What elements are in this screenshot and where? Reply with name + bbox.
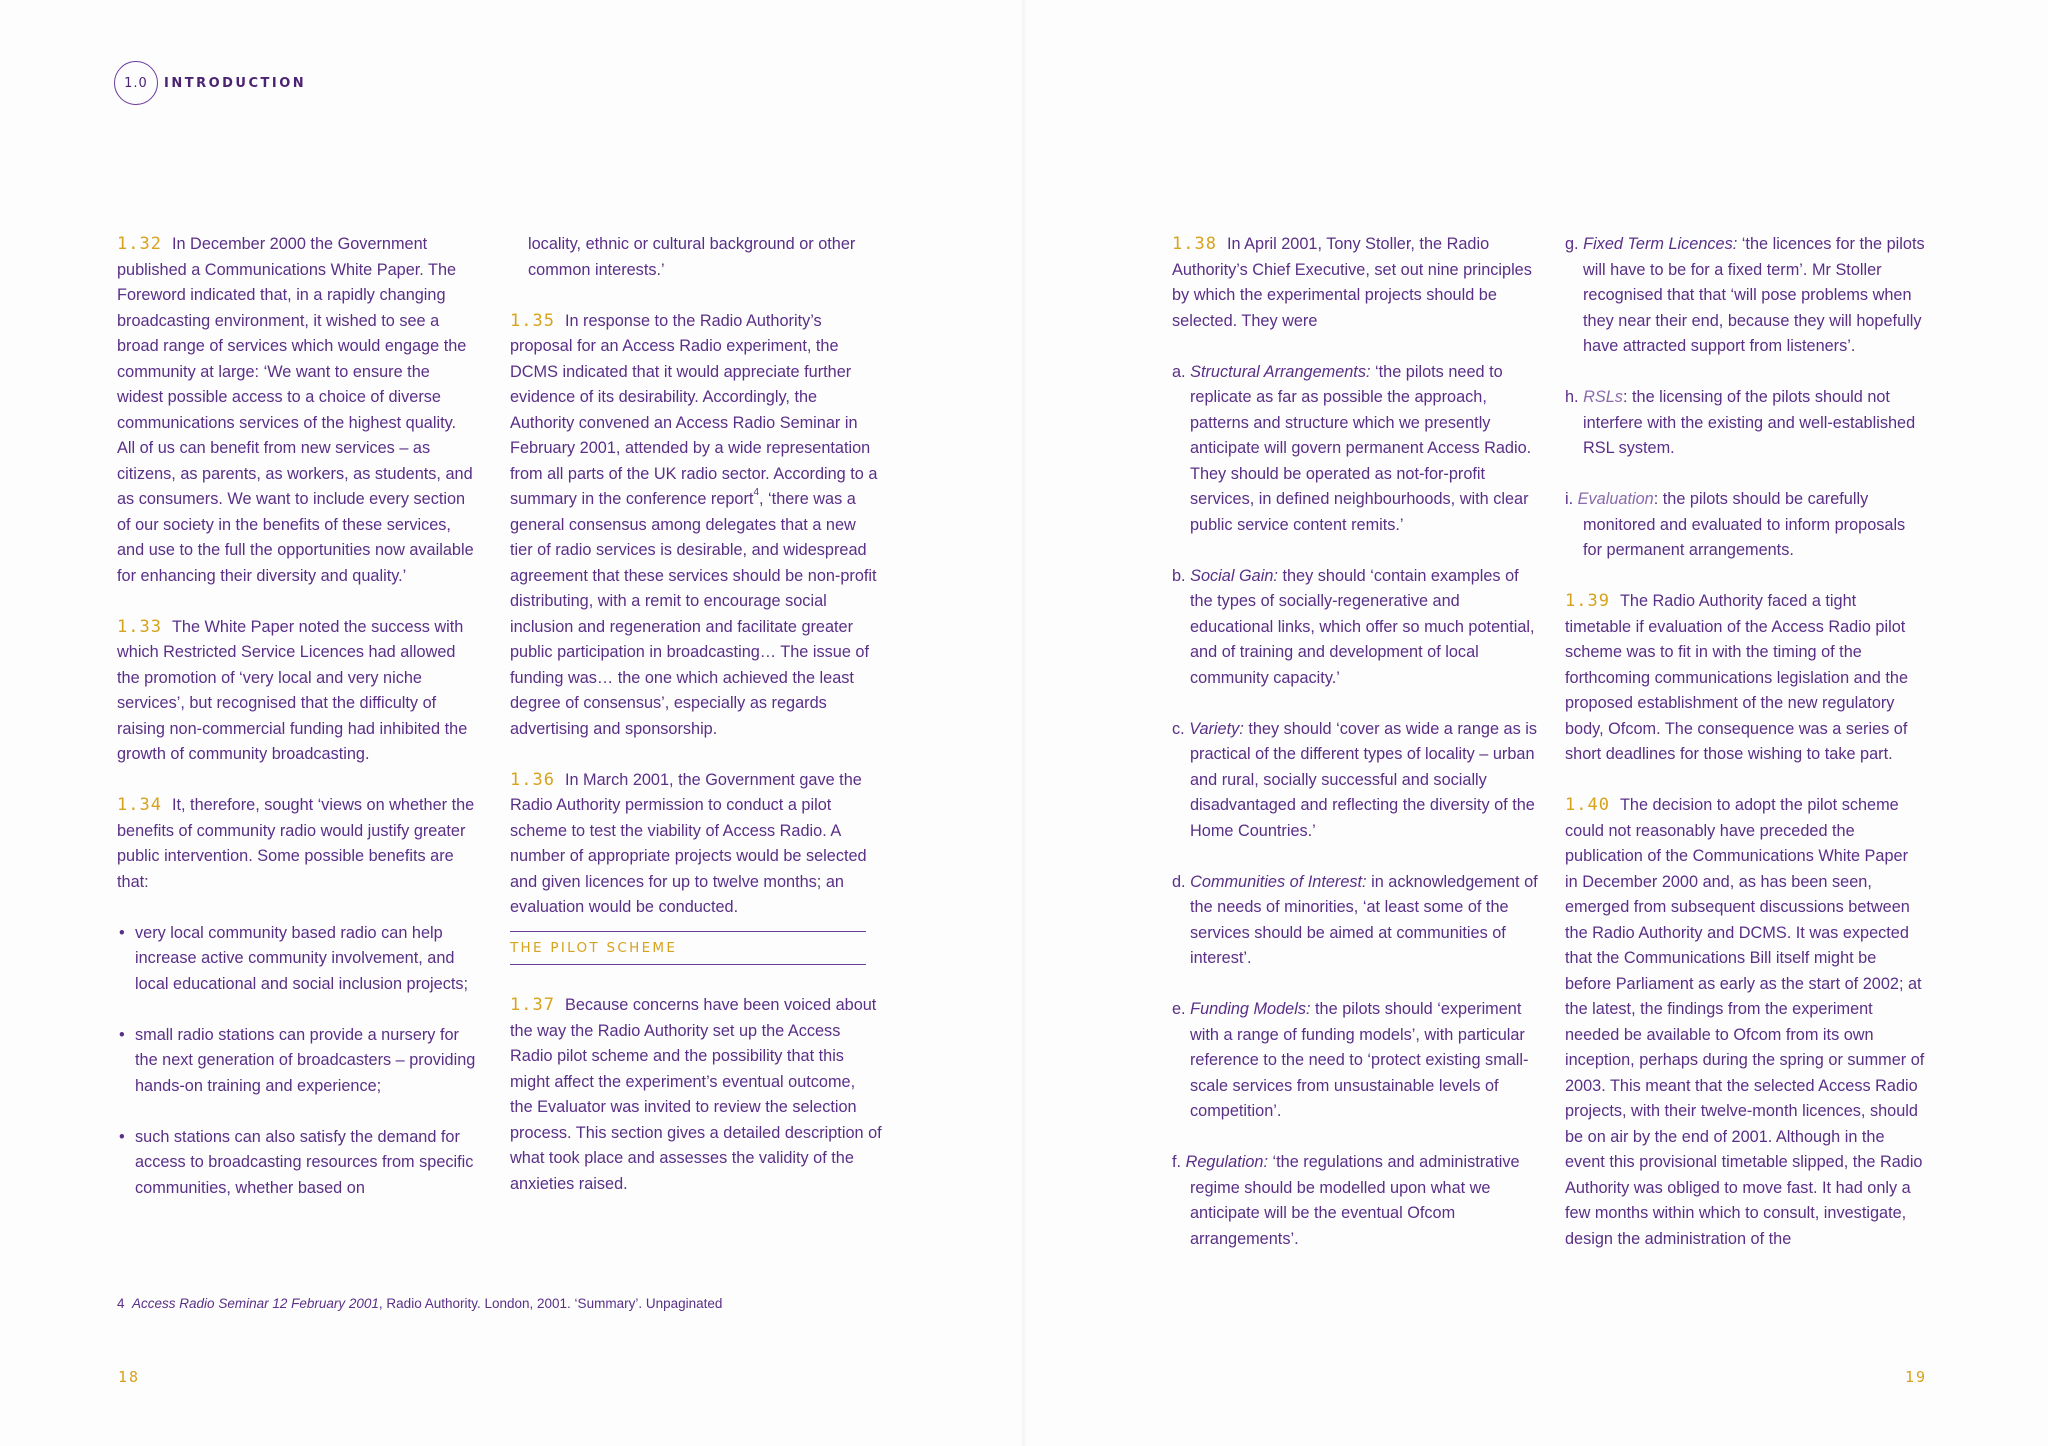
footnote — [117, 1296, 722, 1311]
paragraph-number: 1.38 — [1172, 234, 1217, 254]
section-header — [114, 60, 306, 106]
paragraph-text: It, therefore, sought ‘views on whether the benefits of community radio would justify greater public intervention. Some possible benefits are that: — [117, 796, 475, 891]
paragraph-text: In response to the Radio Authority’s proposal for an Access Radio experiment, the DCMS indicated that it would appreciate further evidence of its desirability. Accordingly, the Authority convened an Access Radio Seminar in February 2001, attended by a wide representation from all parts of the UK radio sector. According to a summary in the conference report — [510, 311, 878, 508]
list-label: a. — [1172, 362, 1186, 381]
footnote-reference: 4 — [753, 487, 759, 498]
principle-b — [1172, 564, 1542, 692]
spread-gutter — [1022, 0, 1026, 1446]
paragraph-1-40 — [1565, 793, 1925, 1252]
principle-title: Regulation: — [1185, 1153, 1268, 1171]
principle-title: Social Gain: — [1190, 566, 1278, 585]
page-number-left: 18 — [118, 1368, 141, 1386]
left-page-column-1 — [117, 232, 477, 1227]
paragraph-1-38 — [1172, 232, 1542, 334]
principle-e — [1172, 997, 1542, 1125]
bullet-continuation: locality, ethnic or cultural background or other common interests.’ — [528, 235, 856, 279]
principle-d — [1172, 870, 1542, 972]
footnote-title: Access Radio Seminar 12 February 2001 — [132, 1296, 379, 1311]
paragraph-number: 1.39 — [1565, 591, 1610, 611]
paragraph-text: In March 2001, the Government gave the Radio Authority permission to conduct a pilot scheme to test the viability of Access Radio. A number of appropriate projects would be selected and given licences for up to twelve months; an evaluation would be conducted. — [510, 770, 867, 916]
principle-text: : the licensing of the pilots should not interfere with the existing and well-established RSL system. — [1583, 388, 1916, 457]
list-label: e. — [1172, 1000, 1186, 1018]
paragraph-text: Because concerns have been voiced about the way the Radio Authority set up the Access Radio pilot scheme and the possibility that this might affect the experiment’s eventual outcome, the Evaluator was invited to review the selection process. This section gives a detailed description of what took place and assesses the validity of the anxieties raised. — [510, 996, 882, 1193]
paragraph-number: 1.34 — [117, 795, 162, 815]
bullet-item: • small radio stations can provide a nursery for the next generation of broadcasters – providing hands-on training and experience; — [117, 1023, 477, 1100]
paragraph-1-33 — [117, 615, 477, 768]
bullet-item: • such stations can also satisfy the demand for access to broadcasting resources from specific communities, whether based on — [117, 1125, 477, 1202]
principle-f — [1172, 1150, 1542, 1252]
paragraph-1-39 — [1565, 589, 1925, 768]
principle-c — [1172, 717, 1542, 845]
paragraph-number: 1.37 — [510, 995, 555, 1015]
paragraph-number: 1.36 — [510, 769, 555, 790]
principle-text: in acknowledgement of the needs of minorities, ‘at least some of the services should be aimed at communities of interest’. — [1190, 872, 1538, 967]
principle-title: Communities of Interest: — [1190, 872, 1367, 891]
paragraph-number: 1.33 — [117, 616, 162, 637]
list-label: c. — [1172, 719, 1185, 738]
section-number-badge — [114, 61, 158, 105]
footnote-number: 4 — [117, 1296, 125, 1311]
paragraph-number: 1.40 — [1565, 795, 1610, 815]
principle-text: they should ‘contain examples of the types of socially-regenerative and educational links, which offer so much potential, and of training and development of local community capacity.’ — [1190, 566, 1535, 687]
principle-text: ‘the pilots need to replicate as far as possible the approach, patterns and structure which we presently anticipate will govern permanent Access Radio. They should be operated as not-for-profit services, in defined neighbourhoods, with clear public service content remits.’ — [1190, 362, 1532, 534]
principle-h — [1565, 385, 1925, 462]
list-label: g. — [1565, 235, 1579, 253]
paragraph-text: The decision to adopt the pilot scheme could not reasonably have preceded the publication of the Communications White Paper in December 2000 and, as has been seen, emerged from subsequent discussions between the Radio Authority and DCMS. It was expected that the Communications Bill itself might be before Parliament as early as the start of 2002; at the latest, the findings from the experiment needed be available to Ofcom from its own inception, perhaps during the spring or summer of 2003. This meant that the selected Access Radio projects, with their twelve-month licences, should be on air by the end of 2001. Although in the event this provisional timetable slipped, the Radio Authority was obliged to move fast. It had only a few months within which to consult, investigate, design the administration of the — [1565, 796, 1925, 1248]
paragraph-1-37 — [510, 993, 882, 1197]
principle-title: Fixed Term Licences: — [1583, 235, 1738, 253]
paragraph-text: The Radio Authority faced a tight timetable if evaluation of the Access Radio pilot scheme was to fit in with the timing of the forthcoming communications legislation and the proposed establishment of the new regulatory body, Ofcom. The consequence was a series of short deadlines for those wishing to take part. — [1565, 592, 1908, 763]
principle-text: : the pilots should be carefully monitored and evaluated to inform proposals for permanent arrangements. — [1583, 490, 1906, 559]
paragraph-1-32 — [117, 232, 477, 589]
list-label: b. — [1172, 566, 1186, 585]
right-page-column-4 — [1565, 232, 1925, 1278]
list-label: h. — [1565, 388, 1579, 406]
principle-text: the pilots should ‘experiment with a range of funding models’, with particular reference to the need to ‘protect existing small-scale services from unsustainable levels of competition’. — [1190, 1000, 1529, 1120]
list-label: f. — [1172, 1153, 1182, 1171]
right-page-column-3 — [1172, 232, 1542, 1278]
principle-title: RSLs — [1583, 388, 1623, 406]
subheading-pilot-scheme: THE PILOT SCHEME — [510, 931, 866, 966]
principle-title: Funding Models: — [1190, 1000, 1311, 1018]
list-label: d. — [1172, 872, 1186, 891]
principle-text: they should ‘cover as wide a range as is practical of the different types of locality – urban and rural, socially successful and socially disadvantaged and reflecting the diversity of the Home Countries.’ — [1190, 719, 1538, 840]
principle-i — [1565, 487, 1925, 564]
principle-text: ‘the regulations and administrative regime should be modelled upon what we anticipate will be the eventual Ofcom arrangements’. — [1190, 1153, 1520, 1248]
paragraph-1-36 — [510, 768, 882, 921]
section-number: 1.0 — [124, 75, 148, 91]
principle-title: Variety: — [1189, 719, 1244, 738]
paragraph-text: In April 2001, Tony Stoller, the Radio Authority’s Chief Executive, set out nine principles by which the experimental projects should be selected. They were — [1172, 235, 1532, 330]
paragraph-text: The White Paper noted the success with which Restricted Service Licences had allowed the promotion of ‘very local and very niche services’, but recognised that the difficulty of raising non-commercial funding had inhibited the growth of community broadcasting. — [117, 617, 468, 763]
paragraph-text-continued: , ‘there was a general consensus among delegates that a new tier of radio services is desirable, and widespread agreement that these services should be non-profit distributing, with a remit to encourage social inclusion and regeneration and facilitate greater public participation in broadcasting… The issue of funding was… the one which achieved the least degree of consensus’, especially as regards advertising and sponsorship. — [510, 490, 877, 738]
principle-g — [1565, 232, 1925, 360]
paragraph-1-35 — [510, 309, 882, 743]
principle-title: Structural Arrangements: — [1190, 362, 1371, 381]
paragraph-1-34 — [117, 793, 477, 895]
bullet-item: • very local community based radio can help increase active community involvement, and local educational and social inclusion projects; — [117, 921, 477, 998]
page-number-right: 19 — [1905, 1368, 1928, 1386]
paragraph-number: 1.32 — [117, 234, 162, 254]
left-page-column-2 — [510, 232, 882, 1223]
list-label: i. — [1565, 490, 1574, 508]
principle-text: ‘the licences for the pilots will have to be for a fixed term’. Mr Stoller recognised that that ‘will pose problems when they near their end, because they will hopefully have attracted support from listeners’. — [1583, 235, 1925, 355]
section-title: INTRODUCTION — [164, 75, 307, 91]
principle-title: Evaluation — [1577, 490, 1654, 508]
paragraph-number: 1.35 — [510, 310, 555, 331]
footnote-text: , Radio Authority. London, 2001. ‘Summary’. Unpaginated — [378, 1296, 723, 1311]
paragraph-text: In December 2000 the Government published a Communications White Paper. The Foreword indicated that, in a rapidly changing broadcasting environment, it wished to see a broad range of services which would engage the community at large: ‘We want to ensure the widest possible access to a choice of diverse communications services of the highest quality. All of us can benefit from new services – as citizens, as parents, as workers, as students, and as consumers. We want to include every section of our society in the benefits of these services, and use to the full the opportunities now available for enhancing their diversity and quality.’ — [117, 235, 474, 585]
principle-a — [1172, 360, 1542, 539]
